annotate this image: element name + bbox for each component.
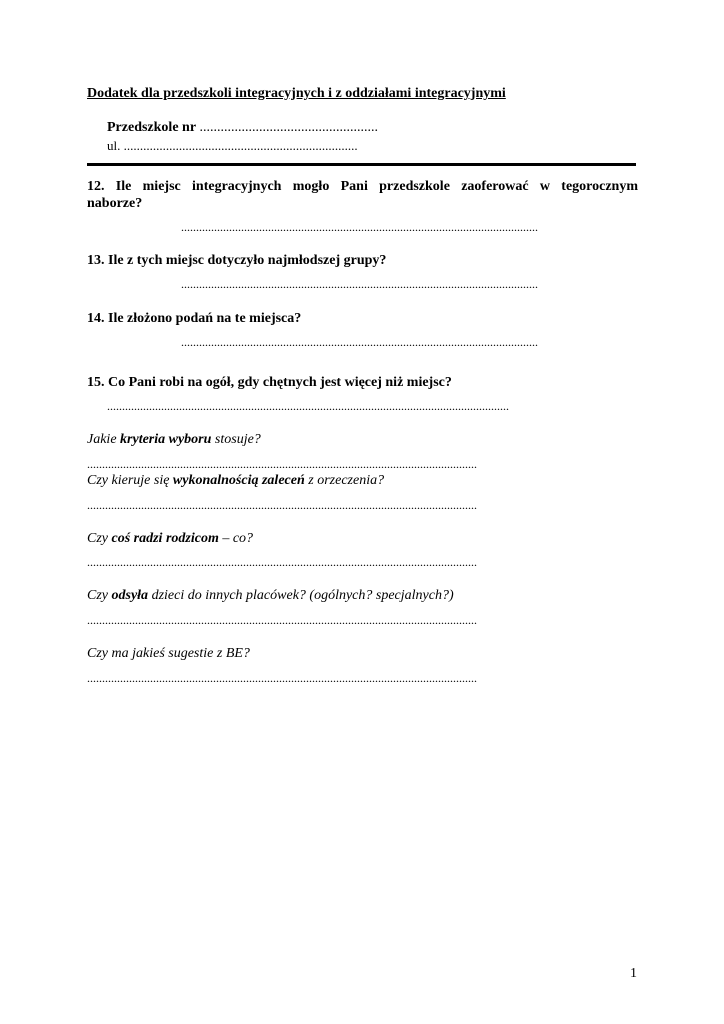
subquestion-criteria-bold: kryteria wyboru [120,432,212,447]
question-13-answer-field: ....................................................................................................................... [181,277,538,291]
street-line [107,138,358,154]
question-12-answer-field: ....................................................................................................................... [181,220,538,234]
header-divider [87,163,636,166]
subquestion-recommendations [87,473,384,489]
subquestion-advice-post: – co? [218,531,254,546]
question-15-answer-field: ...................................................................................................................................... [107,399,509,413]
page-number: 1 [630,966,637,981]
subquestion-advice-answer-field: .................................................................................................................................. [87,555,477,569]
subquestion-referral-bold: odsyła [111,588,149,603]
subquestion-recommendations-post: z orzeczenia? [304,473,385,488]
subquestion-advice [87,531,253,547]
subquestion-suggestions-answer-field: .................................................................................................................................. [87,671,477,685]
page-title: Dodatek dla przedszkoli integracyjnych i z oddziałami integracyjnymi [87,86,506,101]
street-field: ........................................................................ [123,138,358,153]
street-label: ul. [107,138,121,153]
subquestion-criteria-post: stosuje? [211,432,261,447]
subquestion-recommendations-answer-field: .................................................................................................................................. [87,498,477,512]
subquestion-suggestions: Czy ma jakieś sugestie z BE? [87,646,250,661]
question-15: 15. Co Pani robi na ogół, gdy chętnych jest więcej niż miejsc? [87,375,452,390]
question-14-answer-field: ....................................................................................................................... [181,335,538,349]
question-12-line1: 12. Ile miejsc integracyjnych mogło Pani przedszkole zaoferować w tegorocznym [87,179,638,194]
subquestion-criteria [87,432,261,448]
subquestion-referral-answer-field: .................................................................................................................................. [87,613,477,627]
school-line [107,120,378,136]
subquestion-referral [87,588,454,604]
subquestion-advice-pre: Czy [87,531,112,546]
subquestion-criteria-pre: Jakie [87,432,121,447]
question-13: 13. Ile z tych miejsc dotyczyło najmłodszej grupy? [87,253,387,268]
school-number-field: ................................................... [199,120,379,135]
question-12-line2: naborze? [87,196,143,211]
subquestion-criteria-answer-field: .................................................................................................................................. [87,457,477,471]
subquestion-recommendations-pre: Czy kieruje się [87,473,173,488]
subquestion-referral-pre: Czy [87,588,112,603]
school-label: Przedszkole nr [107,120,197,135]
subquestion-recommendations-bold: wykonalnością zaleceń [172,473,305,488]
subquestion-advice-bold: coś radzi rodzicom [111,531,219,546]
question-14: 14. Ile złożono podań na te miejsca? [87,311,302,326]
subquestion-referral-post: dzieci do innych placówek? (ogólnych? specjalnych?) [148,588,454,603]
